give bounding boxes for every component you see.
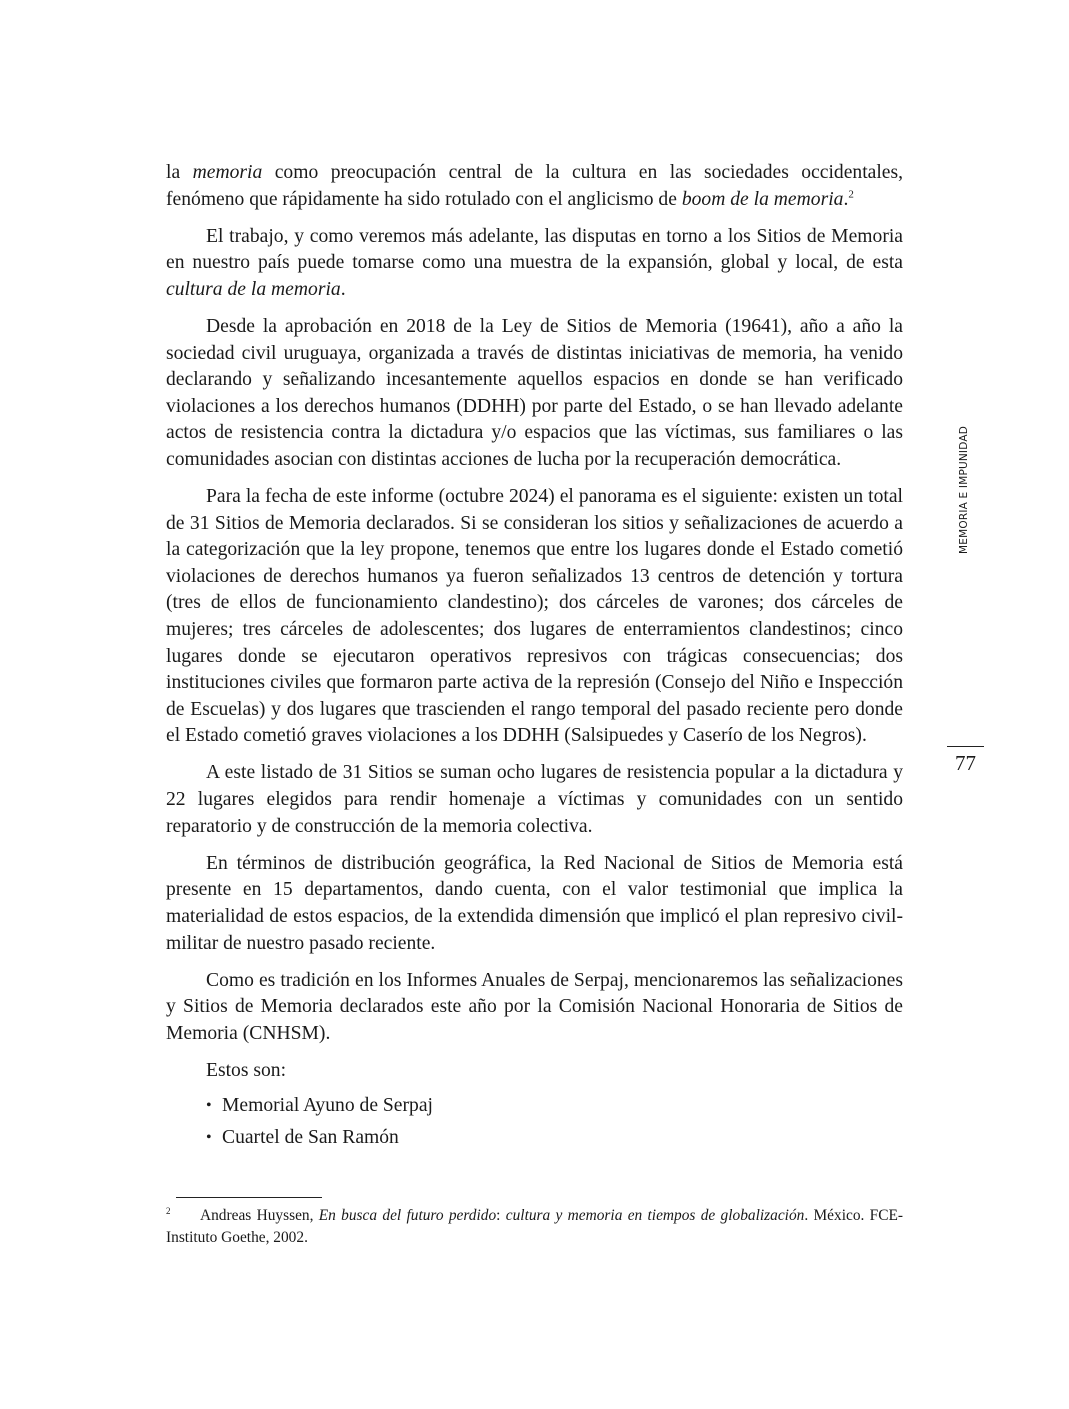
section-label: MEMORIA E IMPUNIDAD <box>958 426 970 554</box>
paragraph-8: Estos son: <box>206 1059 287 1081</box>
sites-list <box>166 1093 903 1152</box>
paragraph-2: El trabajo, y como veremos más adelante, las disputas en torno a los Sitios de Memoria en nuestro país puede tomarse como una muestra de la expansión, global y local, de esta cultura de la memoria. <box>166 225 903 300</box>
book-subtitle: cultura y memoria en tiempos de globalización <box>505 1207 805 1224</box>
book-title: En busca del futuro perdido <box>318 1207 497 1224</box>
italic-term: cultura de la memoria <box>166 278 341 300</box>
main-text <box>166 160 903 1158</box>
italic-term: boom de la memoria <box>681 188 844 210</box>
paragraph-7: Como es tradición en los Informes Anuales de Serpaj, mencionaremos las señalizaciones y Sitios de Memoria declarados este año por la Comisión Nacional Honoraria de Sitios de Memoria (CNHSM). <box>166 969 903 1044</box>
footnote-ref[interactable]: 2 <box>848 188 854 201</box>
footnote-divider <box>176 1197 322 1198</box>
footnote: 2 Andreas Huyssen, En busca del futuro perdido: cultura y memoria en tiempos de globalización. México. FCE-Instituto Goethe, 2002. <box>166 1205 904 1246</box>
bullet-icon: • <box>206 1096 212 1114</box>
page-number-rule <box>947 746 984 747</box>
paragraph-3: Desde la aprobación en 2018 de la Ley de Sitios de Memoria (19641), año a año la sociedad civil uruguaya, organizada a través de distintas iniciativas de memoria, ha venido declarando y señalizando incesantemente aquellos espacios en donde se han verificado violaciones a los derechos humanos (DDHH) por parte del Estado, o se han llevado adelante actos de resistencia contra la dictadura y/o espacios que las víctimas, sus familiares o las comunidades asocian con distintas acciones de lucha por la recuperación democrática. <box>166 315 903 470</box>
italic-term: memoria <box>192 162 263 183</box>
list-item: • Memorial Ayuno de Serpaj <box>206 1093 903 1120</box>
paragraph-1: la memoria como preocupación central de la cultura en las sociedades occidentales, fenómeno que rápidamente ha sido rotulado con el anglicismo de boom de la memoria.$^2$ <box>166 162 903 210</box>
page-number: 77 <box>955 751 976 775</box>
bullet-icon: • <box>206 1129 212 1147</box>
list-item: • Cuartel de San Ramón <box>206 1125 903 1152</box>
paragraph-6: En términos de distribución geográfica, la Red Nacional de Sitios de Memoria está presente en 15 departamentos, dando cuenta, con el valor testimonial que implica la materialidad de estos espacios, de la extendida dimensión que implicó el plan represivo civil-militar de nuestro pasado reciente. <box>166 852 903 954</box>
paragraph-4: Para la fecha de este informe (octubre 2024) el panorama es el siguiente: existen un total de 31 Sitios de Memoria declarados. Si se consideran los sitios y señalizaciones de acuerdo a la categorización que la ley propone, tenemos que entre los lugares donde el Estado cometió violaciones de derechos humanos ya fueron señalizados 13 centros de detención y tortura (tres de ellos de funcionamiento clandestino); dos cárceles de varones; dos cárceles de mujeres; tres cárceles de adolescentes; dos lugares de enterramientos clandestinos; cinco lugares donde se ejecutaron operativos represivos con trágicas consecuencias; dos instituciones civiles que formaron parte activa de la represión (Consejo del Niño e Inspección de Escuelas) y dos lugares que trascienden el rango temporal del pasado reciente pero donde el Estado cometió graves violaciones a los DDHH (Salsipuedes y Caserío de los Negros). <box>166 486 903 747</box>
paragraph-5: A este listado de 31 Sitios se suman ocho lugares de resistencia popular a la dictadura y 22 lugares elegidos para rendir homenaje a víctimas y comunidades con un sentido reparatorio y de construcción de la memoria colectiva. <box>166 762 903 837</box>
